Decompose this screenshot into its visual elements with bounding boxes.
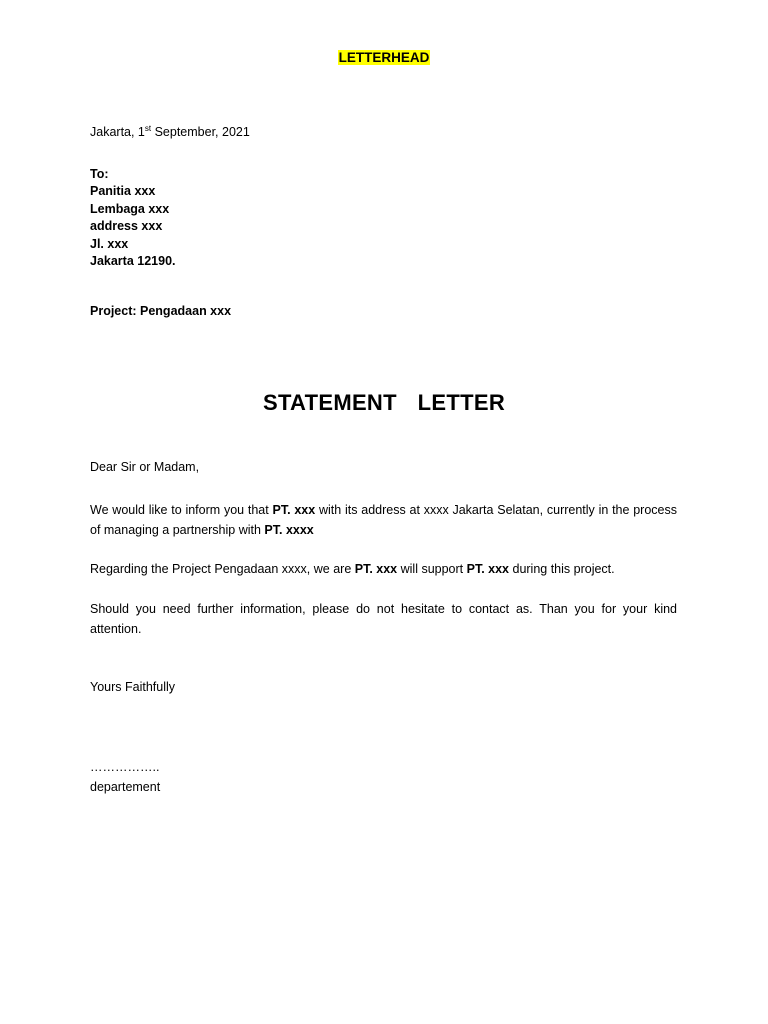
recipient-line: Jakarta 12190. [90,254,176,269]
company-name: PT. xxxx [264,523,314,537]
document-title: STATEMENT LETTER [262,390,506,415]
date-ordinal-suffix: st [144,124,152,133]
closing: Yours Faithfully [90,680,175,694]
recipient-block [90,166,176,270]
recipient-to-label: To: [90,167,109,181]
letterhead-label: LETTERHEAD [338,50,430,65]
recipient-line: Panitia xxx [90,184,156,199]
company-name: PT. xxx [466,562,510,576]
department-label: departement [90,780,161,794]
date-city-day: Jakarta, 1 [90,125,145,139]
paragraph-text: will support [397,562,467,576]
paragraph-contact: Should you need further information, please do not hesitate to contact as. Than you for your kind attention. [90,602,677,636]
paragraph-text: We would like to inform you that [90,503,273,517]
paragraph-text: with its address at xxxx Jakarta Selatan, currently in the process of managing a partnership with [90,503,678,537]
date-month-year: September, 2021 [151,125,250,139]
project-line: Project: Pengadaan xxx [90,304,232,318]
company-name: PT. xxx [354,562,398,576]
recipient-line: Lembaga xxx [90,201,170,216]
letterhead [0,50,768,65]
paragraph-partnership [90,500,677,540]
company-name: PT. xxx [272,503,316,517]
signature-placeholder: …………….. [90,760,160,774]
greeting: Dear Sir or Madam, [90,460,200,474]
recipient-line: Jl. xxx [90,236,129,251]
paragraph-text: during this project. [509,562,615,576]
letter-date [90,125,250,139]
recipient-line: address xxx [90,219,163,234]
paragraph-support [90,559,677,579]
paragraph-text: Regarding the Project Pengadaan xxxx, we are [90,562,355,576]
